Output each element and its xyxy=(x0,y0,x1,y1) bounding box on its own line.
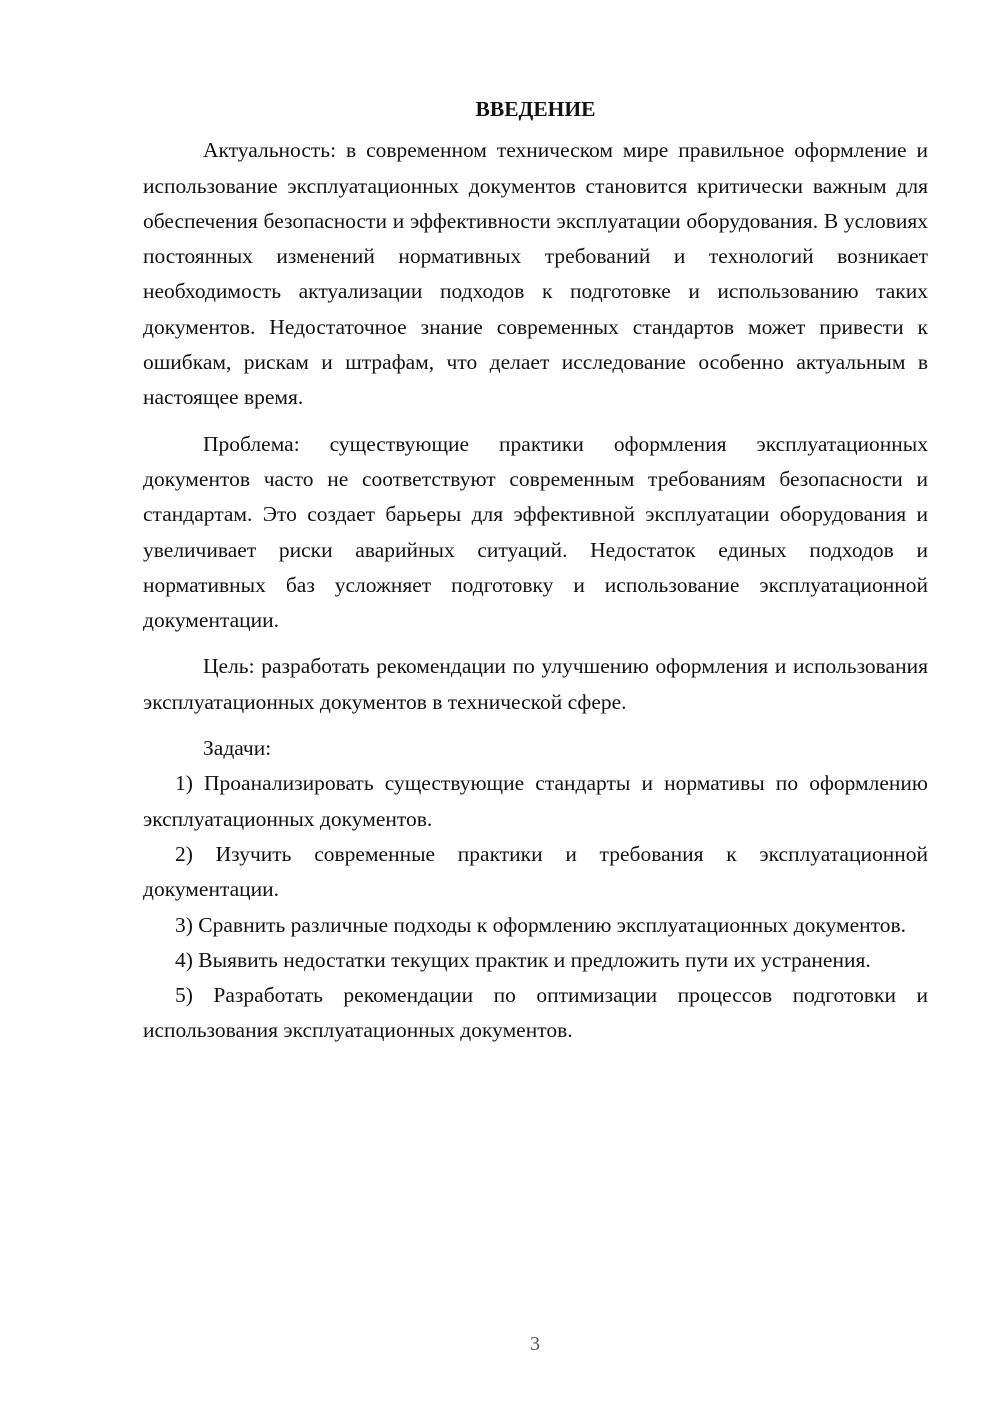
tasks-heading: Задачи: xyxy=(203,736,272,761)
goal-paragraph: Цель: разработать рекомендации по улучшению оформления и использования эксплуатационных документов в технической сфере. xyxy=(143,654,928,714)
relevance-paragraph: Актуальность: в современном техническом мире правильное оформление и использование эксплуатационных документов становится критически важным для обеспечения безопасности и эффективности эксплуатации оборудования. В условиях постоянных изменений нормативных требований и технологий возникает необходимость актуализации подходов к подготовке и использованию таких документов. Недостаточное знание современных стандартов может привести к ошибкам, рискам и штрафам, что делает исследование особенно актуальным в настоящее время. xyxy=(143,138,928,410)
page-number: 3 xyxy=(530,1333,540,1355)
page-title: ВВЕДЕНИЕ xyxy=(475,97,596,121)
task-item-1: 1) Проанализировать существующие стандарты и нормативы по оформлению эксплуатационных документов. xyxy=(143,771,928,831)
task-item-3: 3) Сравнить различные подходы к оформлению эксплуатационных документов. xyxy=(175,912,907,937)
task-item-4: 4) Выявить недостатки текущих практик и предложить пути их устранения. xyxy=(175,947,871,972)
task-item-5: 5) Разработать рекомендации по оптимизации процессов подготовки и использования эксплуатационных документов. xyxy=(143,983,928,1043)
page-content xyxy=(143,92,928,1049)
problem-paragraph: Проблема: существующие практики оформления эксплуатационных документов часто не соответствуют современным требованиям безопасности и стандартам. Это создает барьеры для эффективной эксплуатации оборудования и увеличивает риски аварийных ситуаций. Недостаток единых подходов и нормативных баз усложняет подготовку и использование эксплуатационной документации. xyxy=(143,431,928,633)
task-item-2: 2) Изучить современные практики и требования к эксплуатационной документации. xyxy=(143,841,928,902)
